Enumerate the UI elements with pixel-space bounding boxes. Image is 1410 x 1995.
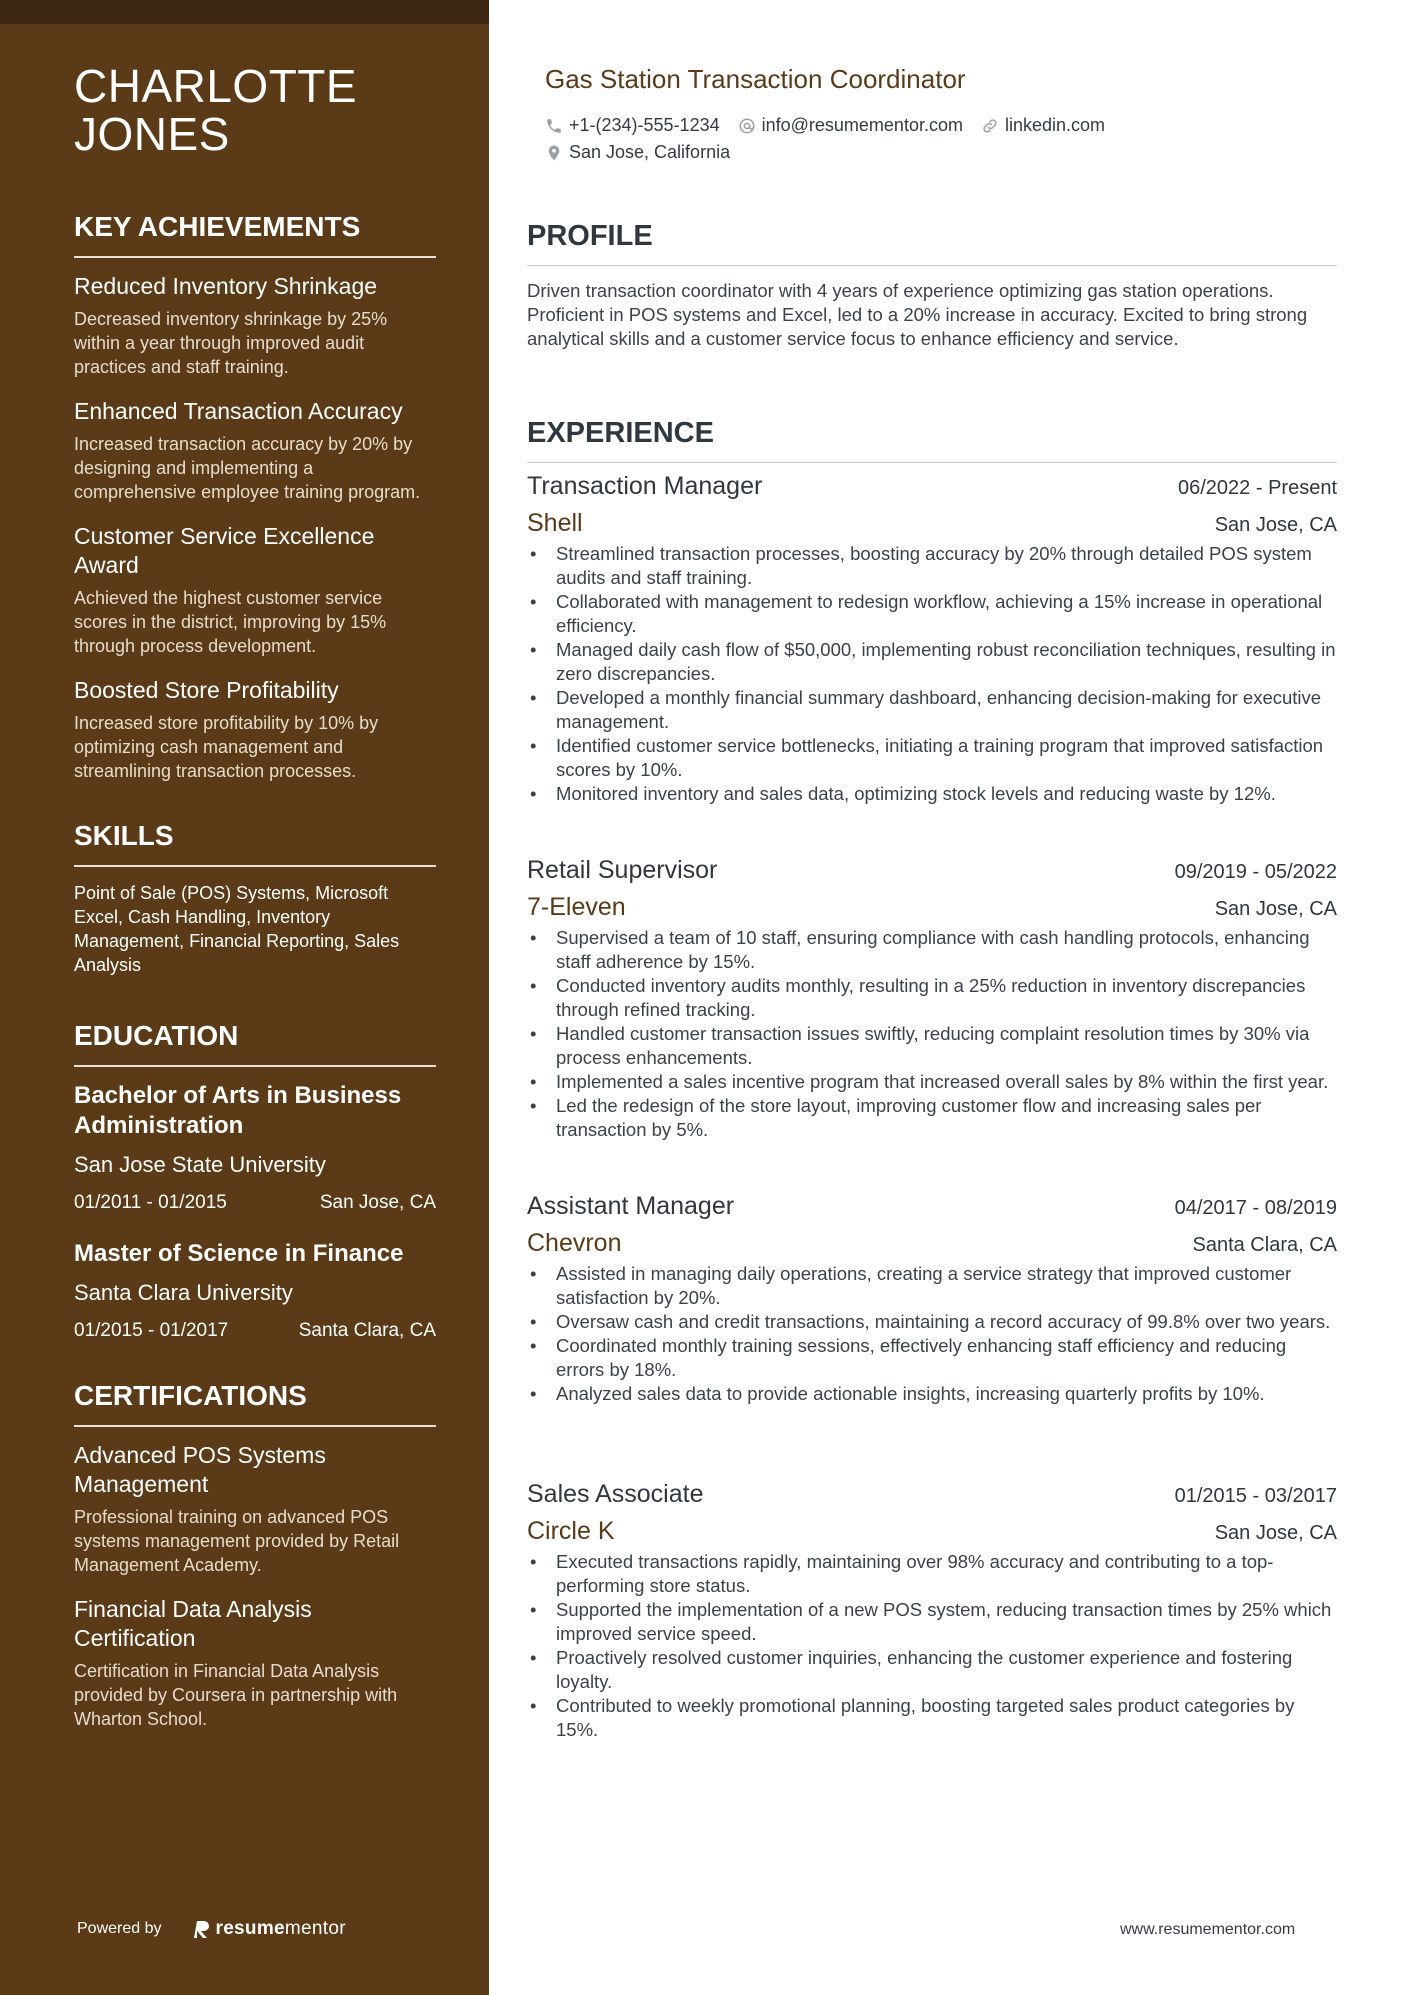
link-icon <box>981 117 999 135</box>
education-meta <box>74 1319 436 1343</box>
achievement-desc: Increased store profitability by 10% by optimizing cash management and streamlining transaction processes. <box>74 713 379 781</box>
education-meta <box>74 1191 436 1215</box>
powered-by-label: Powered by <box>77 1920 162 1937</box>
contact-row <box>545 139 1305 166</box>
education-item <box>74 1239 436 1343</box>
achievements-section <box>74 210 436 783</box>
brand-bold: resume <box>215 1918 285 1939</box>
experience-header <box>527 1480 1337 1509</box>
certifications-section <box>74 1379 436 1731</box>
experience-header <box>527 856 1337 885</box>
experience-subheader <box>527 509 1337 538</box>
education-dates: 01/2015 - 01/2017 <box>74 1320 229 1341</box>
bullet: • Oversaw cash and credit transactions, maintaining a record accuracy of 99.8% over two years. <box>527 1310 1337 1334</box>
certification-title: Advanced POS Systems Management <box>74 1442 326 1497</box>
certification-title: Financial Data Analysis Certification <box>74 1596 312 1651</box>
experience-header <box>527 1192 1337 1221</box>
certification-desc: Professional training on advanced POS systems management provided by Retail Management Academy. <box>74 1507 400 1575</box>
experience-subheader <box>527 893 1337 922</box>
education-dates: 01/2011 - 01/2015 <box>74 1192 227 1213</box>
education-degree: Bachelor of Arts in Business Administration <box>74 1082 402 1139</box>
education-location: San Jose, CA <box>319 1192 436 1213</box>
bullet: • Managed daily cash flow of $50,000, implementing robust reconciliation techniques, resulting in zero discrepancies. <box>527 638 1337 686</box>
bullet: • Proactively resolved customer inquiries, enhancing the customer experience and fostering loyalty. <box>527 1646 1337 1694</box>
footer-url-link[interactable]: www.resumementor.com <box>1120 1921 1296 1938</box>
contact-email[interactable] <box>738 115 963 136</box>
name-first: CHARLOTTE <box>74 60 358 112</box>
bullet: • Implemented a sales incentive program that increased overall sales by 8% within the first year. <box>527 1070 1337 1094</box>
experience-bullets <box>527 542 1337 806</box>
achievement-item <box>74 522 436 658</box>
sidebar <box>0 0 489 1995</box>
bullet: • Supervised a team of 10 staff, ensuring compliance with cash handling protocols, enhancing staff adherence by 15%. <box>527 926 1337 974</box>
contact-phone[interactable] <box>545 115 720 136</box>
achievement-item <box>74 397 436 504</box>
experience-header <box>527 472 1337 501</box>
email-text: info@resumementor.com <box>761 115 963 135</box>
bullet: • Handled customer transaction issues swiftly, reducing complaint resolution times by 30% via process enhancements. <box>527 1022 1337 1070</box>
bullet: • Led the redesign of the store layout, improving customer flow and increasing sales per transaction by 5%. <box>527 1094 1337 1142</box>
at-icon <box>738 117 756 135</box>
contact-row <box>545 112 1305 139</box>
bullet: • Identified customer service bottlenecks, initiating a training program that improved satisfaction scores by 10%. <box>527 734 1337 782</box>
achievement-desc: Increased transaction accuracy by 20% by designing and implementing a comprehensive employee training program. <box>74 434 421 502</box>
experience-location: Santa Clara, CA <box>1192 1234 1337 1256</box>
contact-info <box>545 112 1305 166</box>
experience-role: Sales Associate <box>527 1480 704 1508</box>
experience-role: Transaction Manager <box>527 472 763 500</box>
phone-icon <box>545 117 563 135</box>
bullet: • Streamlined transaction processes, boosting accuracy by 20% through detailed POS system audits and staff training. <box>527 542 1337 590</box>
bullet: • Supported the implementation of a new POS system, reducing transaction times by 25% which improved service speed. <box>527 1598 1337 1646</box>
bullet: • Assisted in managing daily operations, creating a service strategy that improved customer satisfaction by 20%. <box>527 1262 1337 1310</box>
bullet: • Monitored inventory and sales data, optimizing stock levels and reducing waste by 12%. <box>527 782 1337 806</box>
experience-role: Assistant Manager <box>527 1192 735 1220</box>
achievement-item <box>74 676 436 783</box>
profile-heading: PROFILE <box>527 219 1337 266</box>
experience-bullets <box>527 1550 1337 1742</box>
contact-location <box>545 142 730 163</box>
experience-bullets <box>527 926 1337 1142</box>
sidebar-content <box>74 62 436 1749</box>
resumementor-logo-icon <box>194 1919 212 1939</box>
certification-desc: Certification in Financial Data Analysis provided by Coursera in partnership with Wharton School. <box>74 1661 398 1729</box>
education-school: San Jose State University <box>74 1152 326 1177</box>
experience-dates: 04/2017 - 08/2019 <box>1174 1197 1337 1219</box>
achievement-item <box>74 272 436 379</box>
achievement-desc: Decreased inventory shrinkage by 25% within a year through improved audit practices and staff training. <box>74 309 388 377</box>
experience-dates: 09/2019 - 05/2022 <box>1174 861 1337 883</box>
bullet: • Collaborated with management to redesign workflow, achieving a 15% increase in operational efficiency. <box>527 590 1337 638</box>
experience-item <box>527 1192 1337 1406</box>
skills-heading: SKILLS <box>74 819 436 867</box>
achievements-heading: KEY ACHIEVEMENTS <box>74 210 436 258</box>
bullet: • Coordinated monthly training sessions, effectively enhancing staff efficiency and reducing errors by 18%. <box>527 1334 1337 1382</box>
experience-item <box>527 1480 1337 1742</box>
experience-subheader <box>527 1229 1337 1258</box>
education-section <box>74 1019 436 1343</box>
education-heading: EDUCATION <box>74 1019 436 1067</box>
experience-item <box>527 472 1337 806</box>
bullet: • Executed transactions rapidly, maintaining over 98% accuracy and contributing to a top-performing store status. <box>527 1550 1337 1598</box>
experience-heading: EXPERIENCE <box>527 416 1337 463</box>
experience-company: Shell <box>527 509 583 537</box>
skills-section <box>74 819 436 977</box>
certification-item <box>74 1595 436 1731</box>
experience-subheader <box>527 1517 1337 1546</box>
education-location: Santa Clara, CA <box>298 1320 436 1341</box>
experience-company: Chevron <box>527 1229 622 1257</box>
experience-item <box>527 856 1337 1142</box>
experience-company: 7-Eleven <box>527 893 626 921</box>
candidate-name <box>74 62 436 158</box>
brand-light: mentor <box>284 1918 346 1939</box>
location-pin-icon <box>545 144 563 162</box>
experience-role: Retail Supervisor <box>527 856 718 884</box>
contact-linkedin[interactable] <box>981 115 1105 136</box>
location-text: San Jose, California <box>569 142 731 162</box>
profile-text: Driven transaction coordinator with 4 years of experience optimizing gas station operations. Proficient in POS systems and Excel, led to a 20% increase in accuracy. Excited to bring strong analytical skills and a customer service focus to enhance efficiency and service. <box>527 280 1308 349</box>
experience-bullets <box>527 1262 1337 1406</box>
education-item <box>74 1081 436 1215</box>
experience-location: San Jose, CA <box>1214 898 1337 920</box>
bullet: • Conducted inventory audits monthly, resulting in a 25% reduction in inventory discrepancies through refined tracking. <box>527 974 1337 1022</box>
achievement-title: Customer Service Excellence Award <box>74 523 375 578</box>
resumementor-logo[interactable] <box>194 1918 346 1940</box>
experience-dates: 01/2015 - 03/2017 <box>1174 1485 1337 1507</box>
linkedin-text: linkedin.com <box>1004 115 1106 135</box>
bullet: • Developed a monthly financial summary dashboard, enhancing decision-making for executive management. <box>527 686 1337 734</box>
education-school: Santa Clara University <box>74 1280 293 1305</box>
achievement-title: Enhanced Transaction Accuracy <box>74 398 403 424</box>
skills-list: Point of Sale (POS) Systems, Microsoft Excel, Cash Handling, Inventory Management, Financial Reporting, Sales Analysis <box>74 883 400 975</box>
phone-text: +1-(234)-555-1234 <box>569 115 720 135</box>
experience-location: San Jose, CA <box>1214 1522 1337 1544</box>
sidebar-top-bar <box>0 0 489 24</box>
experience-dates: 06/2022 - Present <box>1178 477 1337 499</box>
certifications-heading: CERTIFICATIONS <box>74 1379 436 1427</box>
achievement-title: Boosted Store Profitability <box>74 677 339 703</box>
job-title: Gas Station Transaction Coordinator <box>545 64 966 94</box>
certification-item <box>74 1441 436 1577</box>
bullet: • Analyzed sales data to provide actionable insights, increasing quarterly profits by 10%. <box>527 1382 1337 1406</box>
experience-company: Circle K <box>527 1517 615 1545</box>
achievement-title: Reduced Inventory Shrinkage <box>74 273 378 299</box>
experience-location: San Jose, CA <box>1214 514 1337 536</box>
bullet: • Contributed to weekly promotional planning, boosting targeted sales product categories by 15%. <box>527 1694 1337 1742</box>
powered-by <box>77 1918 346 1940</box>
education-degree: Master of Science in Finance <box>74 1240 404 1267</box>
name-last: JONES <box>74 108 230 160</box>
achievement-desc: Achieved the highest customer service scores in the district, improving by 15% through process development. <box>74 588 387 656</box>
